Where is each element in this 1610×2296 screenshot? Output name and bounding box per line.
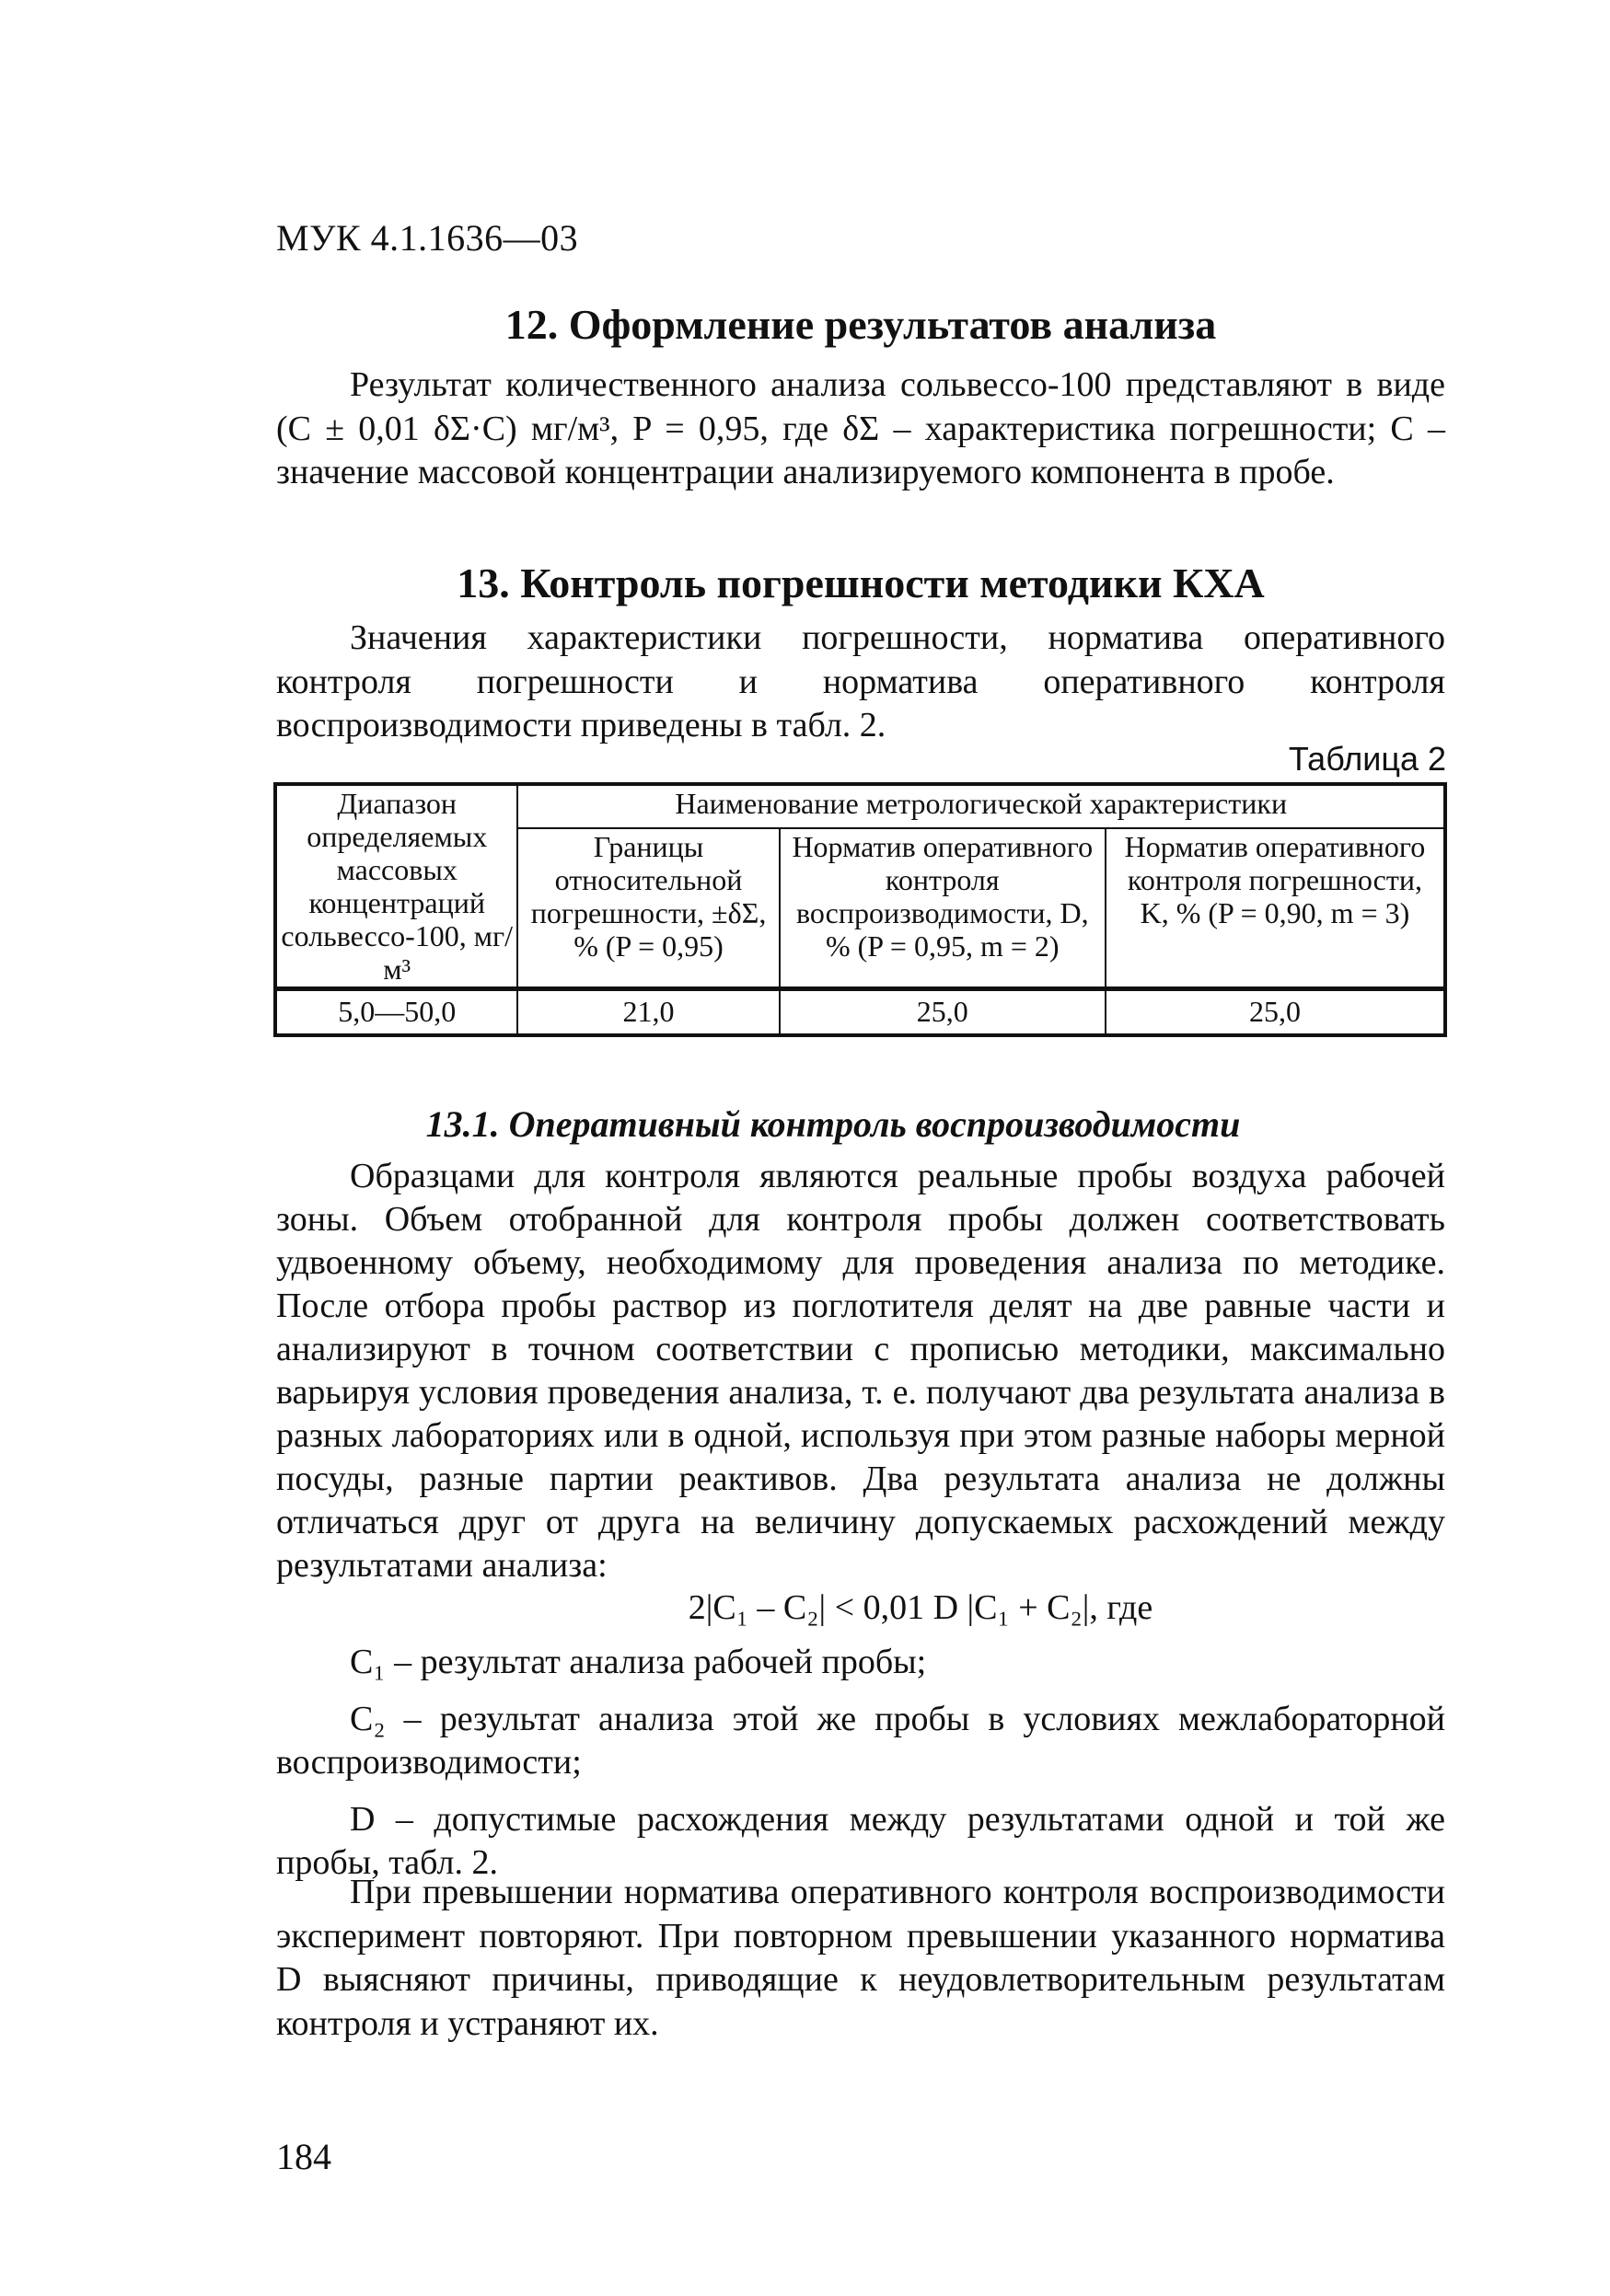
range-header: Диапазон определяемых массовых концентраций сольвессо-100, мг/м³ [275,784,517,989]
group-header: Наименование метрологической характеристики [517,784,1445,828]
section-13-title: 13. Контроль погрешности методики КХА [457,560,1265,606]
cell-reproducibility: 25,0 [780,989,1106,1036]
definition-d: D – допустимые расхождения между результатами одной и той же пробы, табл. 2. [276,1799,1445,1882]
section-13-1-paragraph: Образцами для контроля являются реальные пробы воздуха рабочей зоны. Объем отобранной для контроля пробы должен соответствовать удвоенному объему, необходимому для проведения анализа по методике. После отбора пробы раствор из поглотителя делят на две равные части и анализируют в точном соответствии с прописью методики, максимально варьируя условия проведения анализа, т. е. получают два результата анализа в разных лабораториях или в одной, используя при этом разные наборы мерной посуды, разные партии реактивов. Два результата анализа не должны отличаться друг от друга на величину допускаемых расхождений между результатами анализа: [276,1157,1445,1585]
document-code: МУК 4.1.1636—03 [276,217,579,259]
formula-definitions [276,1641,1445,1898]
col-error-control-header: Норматив оперативного контроля погрешности, K, % (P = 0,90, m = 3) [1106,828,1445,989]
table-header-row [275,784,1445,828]
cell-error-bounds: 21,0 [517,989,779,1036]
section-12-title: 12. Оформление результатов анализа [504,301,1217,348]
cell-error-control: 25,0 [1106,989,1445,1036]
page-number: 184 [276,2136,331,2177]
definition-c1: C₁ – результат анализа рабочей пробы; [350,1643,927,1681]
table-caption: Таблица 2 [1288,740,1446,778]
section-13-paragraph: Значения характеристики погрешности, норматива оперативного контроля погрешности и норматива оперативного контроля воспроизводимости приведены в табл. 2. [276,618,1445,744]
section-12-paragraph: Результат количественного анализа сольвессо-100 представляют в виде (C ± 0,01 δΣ·C) мг/м³, P = 0,95, где δΣ – характеристика погрешности; C – значение массовой концентрации анализируемого компонента в пробе. [276,365,1445,491]
col-error-bounds-header: Границы относительной погрешности, ±δΣ, % (P = 0,95) [517,828,779,989]
reproducibility-formula: 2|C₁ – C₂| < 0,01 D |C₁ + C₂|, где [688,1588,1153,1627]
table-row [275,989,1445,1036]
metrology-table [273,782,1447,1037]
section-13-1-title: 13.1. Оперативный контроль воспроизводимости [425,1103,1241,1145]
cell-range: 5,0—50,0 [275,989,517,1036]
definition-c2: C₂ – результат анализа этой же пробы в условиях межлабораторной воспроизводимости; [276,1699,1445,1782]
section-13-1-paragraph-2: При превышении норматива оперативного контроля воспроизводимости эксперимент повторяют. При повторном превышении указанного норматива D выясняют причины, приводящие к неудовлетворительным результатам контроля и устраняют их. [276,1873,1445,2043]
col-reproducibility-header: Норматив оперативного контроля воспроизводимости, D, % (P = 0,95, m = 2) [780,828,1106,989]
